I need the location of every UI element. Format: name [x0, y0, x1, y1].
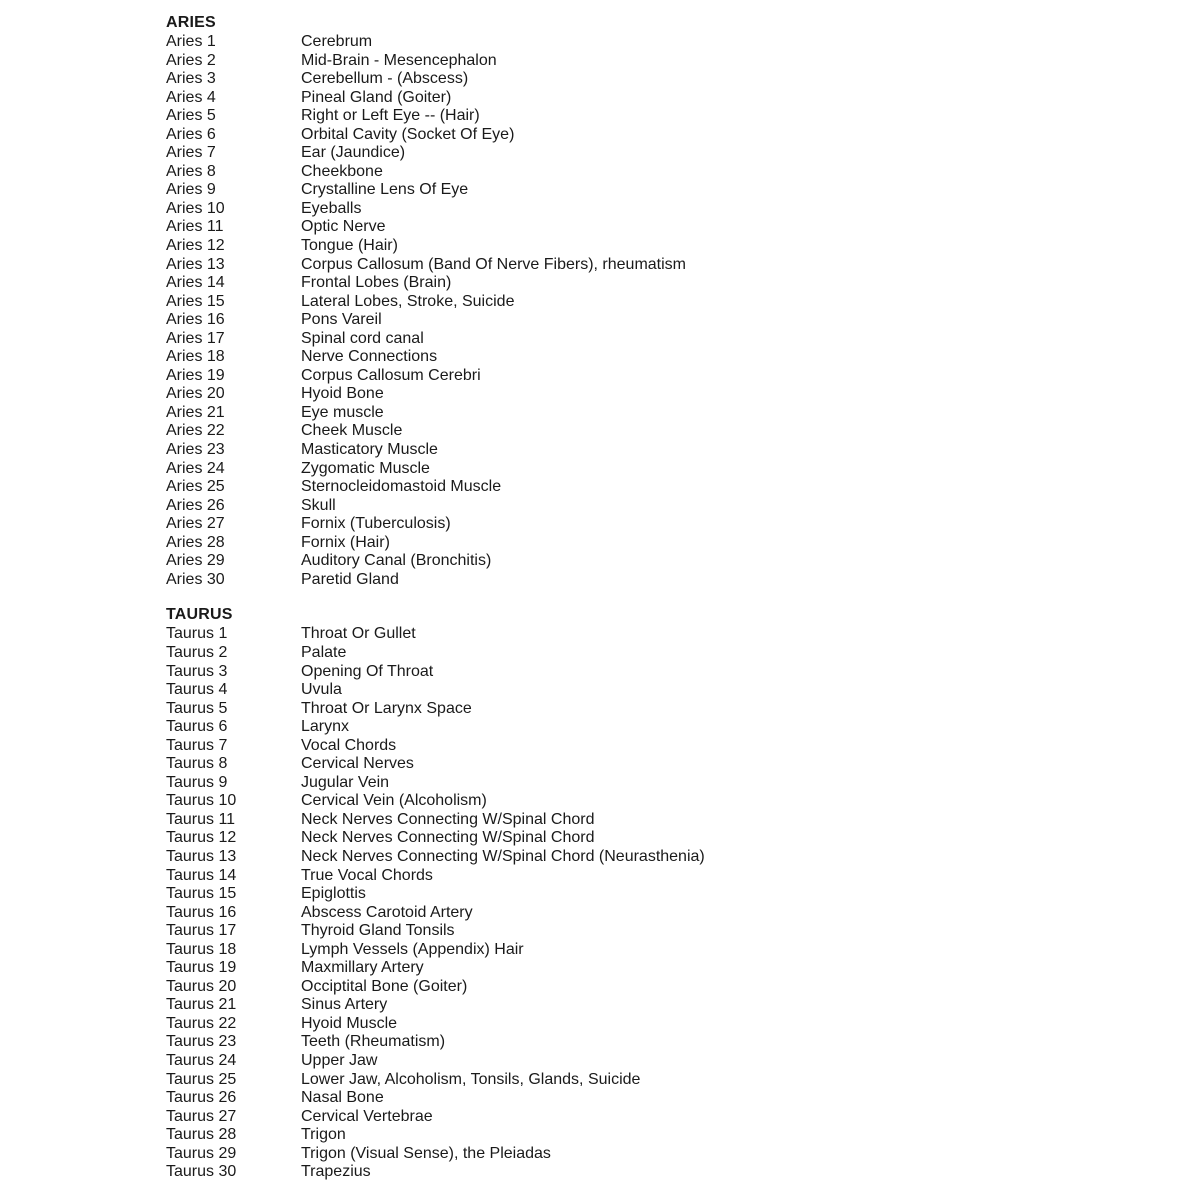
list-item: [166, 330, 1166, 349]
degree-label: Taurus 25: [166, 1070, 237, 1088]
body-part-description: Cervical Nerves: [301, 755, 414, 773]
list-item: [166, 792, 1166, 811]
degree-label: Taurus 13: [166, 847, 237, 865]
list-item: [166, 89, 1166, 108]
list-item: [166, 33, 1166, 52]
degree-label: Aries 10: [166, 199, 225, 217]
degree-label: Aries 1: [166, 33, 216, 50]
list-item: [166, 422, 1166, 441]
body-part-description: Lymph Vessels (Appendix) Hair: [301, 940, 524, 958]
body-part-description: Lower Jaw, Alcoholism, Tonsils, Glands, Suicide: [301, 1070, 641, 1088]
list-item: [166, 274, 1166, 293]
body-part-description: Paretid Gland: [301, 570, 399, 588]
list-item: [166, 571, 1166, 590]
list-item: [166, 70, 1166, 89]
list-item: [166, 218, 1166, 237]
body-part-description: Sternocleidomastoid Muscle: [301, 478, 502, 496]
degree-label: Taurus 7: [166, 736, 228, 754]
list-item: [166, 144, 1166, 163]
body-part-description: Trigon (Visual Sense), the Pleiadas: [301, 1144, 551, 1162]
body-part-description: Fornix (Hair): [301, 533, 390, 551]
list-item: [166, 534, 1166, 553]
list-item: [166, 1033, 1166, 1052]
body-part-description: Skull: [301, 496, 336, 514]
list-item: [166, 737, 1166, 756]
list-item: [166, 959, 1166, 978]
degree-label: Taurus 9: [166, 773, 228, 791]
body-part-description: Ear (Jaundice): [301, 144, 406, 162]
list-item: [166, 200, 1166, 219]
degree-label: Taurus 20: [166, 977, 237, 995]
body-part-description: Neck Nerves Connecting W/Spinal Chord (Neurasthenia): [301, 847, 705, 865]
degree-label: Aries 6: [166, 125, 216, 143]
body-part-description: Hyoid Muscle: [301, 1014, 398, 1032]
degree-label: Taurus 27: [166, 1107, 237, 1125]
body-part-description: Pineal Gland (Goiter): [301, 88, 452, 106]
degree-label: Taurus 30: [166, 1163, 237, 1181]
document-body: [166, 13, 1166, 1182]
list-item: [166, 107, 1166, 126]
degree-label: Aries 3: [166, 70, 216, 88]
body-part-description: Larynx: [301, 718, 350, 736]
list-item: [166, 181, 1166, 200]
list-item: [166, 625, 1166, 644]
list-item: [166, 1015, 1166, 1034]
degree-label: Aries 27: [166, 515, 225, 533]
list-item: [166, 552, 1166, 571]
body-part-description: Occiptital Bone (Goiter): [301, 977, 468, 995]
degree-label: Taurus 22: [166, 1014, 237, 1032]
body-part-description: Corpus Callosum Cerebri: [301, 366, 481, 384]
body-part-description: Nasal Bone: [301, 1089, 384, 1107]
degree-label: Aries 22: [166, 422, 225, 440]
body-part-description: Fornix (Tuberculosis): [301, 515, 451, 533]
body-part-description: Hyoid Bone: [301, 385, 384, 403]
body-part-description: Cervical Vertebrae: [301, 1107, 433, 1125]
body-part-description: Cervical Vein (Alcoholism): [301, 792, 487, 810]
body-part-description: Epiglottis: [301, 885, 366, 903]
degree-label: Taurus 15: [166, 885, 237, 903]
degree-label: Taurus 5: [166, 699, 228, 717]
degree-label: Aries 16: [166, 311, 225, 329]
list-item: [166, 1163, 1166, 1182]
degree-label: Aries 9: [166, 181, 216, 199]
list-item: [166, 978, 1166, 997]
degree-label: Taurus 11: [166, 810, 236, 828]
degree-label: Aries 13: [166, 255, 225, 273]
degree-label: Taurus 2: [166, 643, 228, 661]
section-aries: [166, 13, 1166, 589]
body-part-description: Neck Nerves Connecting W/Spinal Chord: [301, 810, 595, 828]
degree-label: Taurus 4: [166, 681, 228, 699]
degree-label: Aries 4: [166, 88, 216, 106]
body-part-description: Abscess Carotoid Artery: [301, 903, 473, 921]
degree-label: Taurus 19: [166, 959, 237, 977]
body-part-description: Corpus Callosum (Band Of Nerve Fibers), rheumatism: [301, 255, 687, 273]
degree-label: Aries 18: [166, 348, 225, 366]
degree-label: Aries 19: [166, 366, 225, 384]
degree-label: Taurus 28: [166, 1126, 237, 1144]
body-part-description: Jugular Vein: [301, 773, 390, 791]
section-taurus: [166, 605, 1166, 1181]
body-part-description: Frontal Lobes (Brain): [301, 274, 452, 292]
body-part-description: Orbital Cavity (Socket Of Eye): [301, 125, 515, 143]
degree-label: Taurus 26: [166, 1089, 237, 1107]
list-item: [166, 126, 1166, 145]
list-item: [166, 237, 1166, 256]
list-item: [166, 385, 1166, 404]
degree-label: Aries 25: [166, 478, 225, 496]
degree-label: Aries 23: [166, 441, 225, 459]
list-item: [166, 867, 1166, 886]
body-part-description: Tongue (Hair): [301, 237, 398, 255]
degree-label: Aries 5: [166, 107, 216, 125]
section-heading: ARIES: [166, 14, 216, 31]
list-item: [166, 478, 1166, 497]
body-part-description: Maxmillary Artery: [301, 959, 424, 977]
degree-label: Taurus 1: [166, 625, 228, 643]
list-item: [166, 829, 1166, 848]
body-part-description: Cerebellum - (Abscess): [301, 70, 469, 88]
body-part-description: Palate: [301, 643, 347, 661]
body-part-description: Pons Vareil: [301, 311, 382, 329]
body-part-description: Mid-Brain - Mesencephalon: [301, 51, 497, 69]
degree-list: [166, 625, 1166, 1181]
body-part-description: Trigon: [301, 1126, 346, 1144]
list-item: [166, 904, 1166, 923]
list-item: [166, 1126, 1166, 1145]
degree-label: Taurus 24: [166, 1051, 237, 1069]
degree-label: Taurus 17: [166, 922, 237, 940]
body-part-description: Spinal cord canal: [301, 329, 424, 347]
list-item: [166, 52, 1166, 71]
list-item: [166, 256, 1166, 275]
body-part-description: Masticatory Muscle: [301, 441, 438, 459]
degree-label: Aries 28: [166, 533, 225, 551]
degree-label: Aries 17: [166, 329, 225, 347]
body-part-description: Sinus Artery: [301, 996, 388, 1014]
list-item: [166, 497, 1166, 516]
list-item: [166, 311, 1166, 330]
degree-label: Aries 24: [166, 459, 225, 477]
list-item: [166, 700, 1166, 719]
body-part-description: True Vocal Chords: [301, 866, 433, 884]
degree-label: Aries 11: [166, 218, 224, 236]
list-item: [166, 1145, 1166, 1164]
list-item: [166, 885, 1166, 904]
body-part-description: Uvula: [301, 681, 342, 699]
body-part-description: Opening Of Throat: [301, 662, 434, 680]
degree-label: Taurus 10: [166, 792, 237, 810]
list-item: [166, 441, 1166, 460]
list-item: [166, 848, 1166, 867]
degree-label: Taurus 12: [166, 829, 237, 847]
list-item: [166, 460, 1166, 479]
list-item: [166, 1052, 1166, 1071]
degree-list: [166, 33, 1166, 589]
degree-label: Aries 2: [166, 51, 216, 69]
body-part-description: Optic Nerve: [301, 218, 386, 236]
list-item: [166, 1071, 1166, 1090]
degree-label: Aries 15: [166, 292, 225, 310]
body-part-description: Nerve Connections: [301, 348, 438, 366]
list-item: [166, 1089, 1166, 1108]
degree-label: Aries 8: [166, 162, 216, 180]
body-part-description: Neck Nerves Connecting W/Spinal Chord: [301, 829, 595, 847]
list-item: [166, 941, 1166, 960]
degree-label: Aries 14: [166, 274, 225, 292]
degree-label: Aries 12: [166, 237, 225, 255]
list-item: [166, 1108, 1166, 1127]
body-part-description: Teeth (Rheumatism): [301, 1033, 446, 1051]
body-part-description: Thyroid Gland Tonsils: [301, 922, 455, 940]
body-part-description: Right or Left Eye -- (Hair): [301, 107, 480, 125]
degree-label: Aries 21: [166, 403, 225, 421]
degree-label: Aries 29: [166, 552, 225, 570]
degree-label: Aries 20: [166, 385, 225, 403]
list-item: [166, 404, 1166, 423]
degree-label: Taurus 14: [166, 866, 237, 884]
body-part-description: Cheekbone: [301, 162, 383, 180]
body-part-description: Throat Or Gullet: [301, 625, 416, 643]
degree-label: Taurus 29: [166, 1144, 237, 1162]
degree-label: Taurus 23: [166, 1033, 237, 1051]
list-item: [166, 996, 1166, 1015]
body-part-description: Crystalline Lens Of Eye: [301, 181, 469, 199]
list-item: [166, 755, 1166, 774]
degree-label: Taurus 3: [166, 662, 228, 680]
body-part-description: Lateral Lobes, Stroke, Suicide: [301, 292, 515, 310]
list-item: [166, 774, 1166, 793]
list-item: [166, 515, 1166, 534]
body-part-description: Upper Jaw: [301, 1051, 378, 1069]
degree-label: Aries 7: [166, 144, 216, 162]
section-heading: TAURUS: [166, 606, 233, 624]
list-item: [166, 718, 1166, 737]
list-item: [166, 811, 1166, 830]
list-item: [166, 644, 1166, 663]
body-part-description: Trapezius: [301, 1163, 371, 1181]
body-part-description: Vocal Chords: [301, 736, 397, 754]
degree-label: Taurus 8: [166, 755, 228, 773]
body-part-description: Auditory Canal (Bronchitis): [301, 552, 492, 570]
list-item: [166, 293, 1166, 312]
body-part-description: Zygomatic Muscle: [301, 459, 430, 477]
degree-label: Taurus 16: [166, 903, 237, 921]
list-item: [166, 163, 1166, 182]
list-item: [166, 348, 1166, 367]
degree-label: Taurus 6: [166, 718, 228, 736]
list-item: [166, 663, 1166, 682]
degree-label: Taurus 21: [166, 996, 237, 1014]
list-item: [166, 681, 1166, 700]
body-part-description: Cerebrum: [301, 33, 373, 50]
degree-label: Taurus 18: [166, 940, 237, 958]
body-part-description: Eyeballs: [301, 199, 362, 217]
list-item: [166, 922, 1166, 941]
body-part-description: Throat Or Larynx Space: [301, 699, 472, 717]
degree-label: Aries 26: [166, 496, 225, 514]
degree-label: Aries 30: [166, 570, 225, 588]
body-part-description: Eye muscle: [301, 403, 384, 421]
list-item: [166, 367, 1166, 386]
body-part-description: Cheek Muscle: [301, 422, 403, 440]
